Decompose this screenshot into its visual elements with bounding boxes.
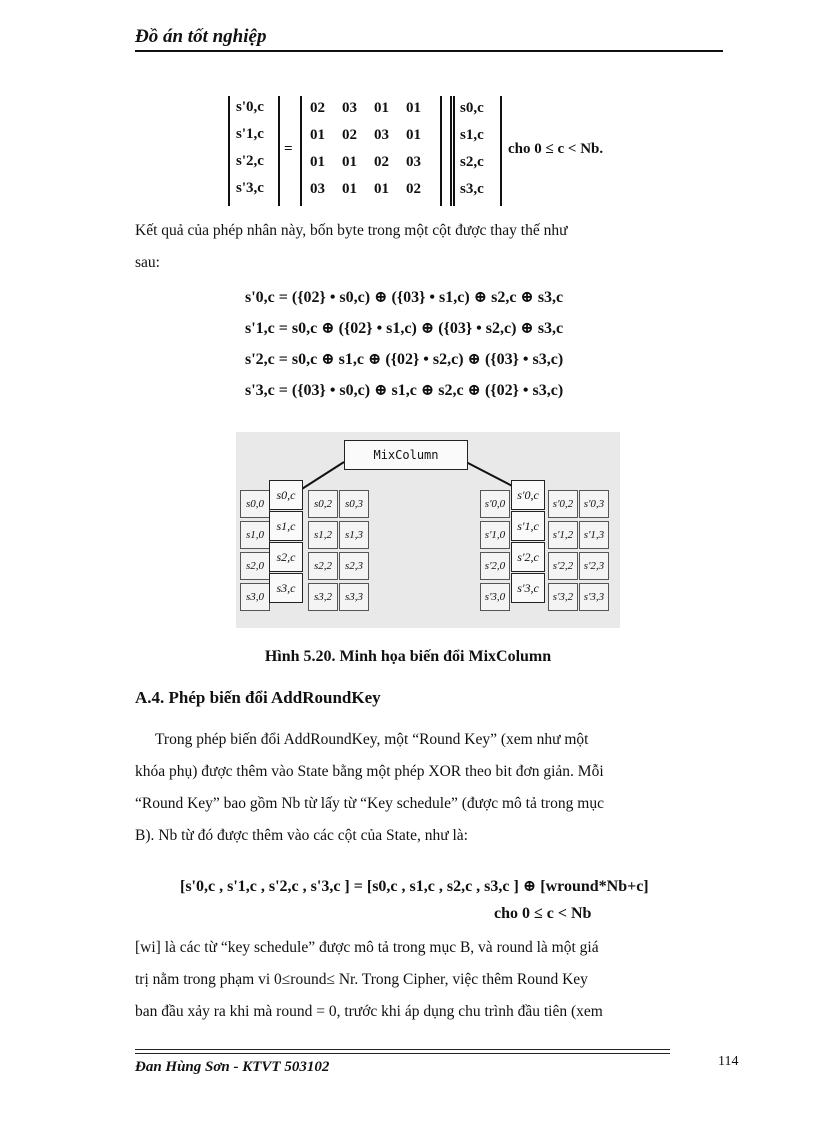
state-cell: s0,2 — [308, 490, 338, 518]
equation-2: s'1,c = s0,c ⊕ ({02} • s1,c) ⊕ ({03} • s2,c) ⊕ s3,c — [245, 320, 564, 337]
column-c-cell: s0,c — [269, 480, 303, 510]
state-cell: s'1,0 — [480, 521, 510, 549]
state-cell: s'2,0 — [480, 552, 510, 580]
state-cell: s3,0 — [240, 583, 270, 611]
column-c-cell: s3,c — [269, 573, 303, 603]
matrix-coefficient: 01 — [310, 127, 325, 143]
matrix-coefficient: 03 — [342, 100, 357, 116]
paragraph-key-schedule — [135, 932, 725, 1028]
state-cell: s2,2 — [308, 552, 338, 580]
lhs-entry: s'3,c — [236, 180, 264, 196]
para3-line3: ban đầu xảy ra khi mà round = 0, trước khi áp dụng chu trình đầu tiên (xem — [135, 1003, 603, 1020]
state-cell: s'0,3 — [579, 490, 609, 518]
state-cell: s'2,2 — [548, 552, 578, 580]
footer-divider — [135, 1049, 670, 1050]
equation-4: s'3,c = ({03} • s0,c) ⊕ s1,c ⊕ s2,c ⊕ ({02} • s3,c) — [245, 382, 564, 399]
matrix-coefficient: 02 — [310, 100, 325, 116]
state-cell: s'3,0 — [480, 583, 510, 611]
para1-line2: sau: — [135, 254, 160, 271]
matrix-coefficient: 02 — [406, 181, 421, 197]
column-c-cell: s'3,c — [511, 573, 545, 603]
state-cell: s'1,3 — [579, 521, 609, 549]
para2-line1: Trong phép biến đổi AddRoundKey, một “Round Key” (xem như một — [155, 731, 589, 748]
footer-author: Đan Hùng Sơn - KTVT 503102 — [135, 1059, 330, 1075]
state-cell: s1,3 — [339, 521, 369, 549]
footer-divider-double — [135, 1053, 670, 1054]
mixcolumn-matrix-equation — [228, 96, 648, 206]
column-c-cell: s1,c — [269, 511, 303, 541]
para1-line1: Kết quả của phép nhân này, bốn byte trong một cột được thay thế như — [135, 222, 568, 239]
equation-3: s'2,c = s0,c ⊕ s1,c ⊕ ({02} • s2,c) ⊕ ({03} • s3,c) — [245, 351, 564, 368]
para3-line1: [wi] là các từ “key schedule” được mô tả trong mục B, và round là một giá — [135, 939, 599, 956]
addroundkey-equation: [s'0,c , s'1,c , s'2,c , s'3,c ] = [s0,c , s1,c , s2,c , s3,c ] ⊕ [wround*Nb+c] — [180, 878, 649, 895]
page-header-title: Đồ án tốt nghiệp — [135, 26, 267, 47]
matrix-coefficient: 01 — [374, 100, 389, 116]
state-cell: s1,0 — [240, 521, 270, 549]
paragraph-result — [135, 215, 725, 279]
equals-sign: = — [284, 141, 293, 157]
rhs-entry: s0,c — [460, 100, 484, 116]
state-cell: s2,0 — [240, 552, 270, 580]
column-c-cell: s'0,c — [511, 480, 545, 510]
state-cell: s0,3 — [339, 490, 369, 518]
state-cell: s3,2 — [308, 583, 338, 611]
rhs-entry: s3,c — [460, 181, 484, 197]
rhs-entry: s2,c — [460, 154, 484, 170]
state-cell: s'0,2 — [548, 490, 578, 518]
lhs-entry: s'0,c — [236, 99, 264, 115]
paragraph-addroundkey — [135, 724, 725, 852]
lhs-entry: s'2,c — [236, 153, 264, 169]
equation-1: s'0,c = ({02} • s0,c) ⊕ ({03} • s1,c) ⊕ s2,c ⊕ s3,c — [245, 289, 564, 306]
matrix-coefficient: 01 — [374, 181, 389, 197]
para3-line2: trị nằm trong phạm vi 0≤round≤ Nr. Trong Cipher, việc thêm Round Key — [135, 971, 588, 988]
matrix-coefficient: 01 — [406, 127, 421, 143]
mixcolumn-figure — [236, 432, 620, 628]
section-title: A.4. Phép biến đổi AddRoundKey — [135, 688, 381, 707]
lhs-entry: s'1,c — [236, 126, 264, 142]
state-cell: s'3,3 — [579, 583, 609, 611]
state-cell: s'0,0 — [480, 490, 510, 518]
rhs-entry: s1,c — [460, 127, 484, 143]
matrix-coefficient: 01 — [342, 181, 357, 197]
state-cell: s1,2 — [308, 521, 338, 549]
figure-caption: Hình 5.20. Minh họa biến đổi MixColumn — [264, 648, 552, 665]
matrix-condition: cho 0 ≤ c < Nb. — [508, 141, 604, 157]
matrix-coefficient: 03 — [310, 181, 325, 197]
column-c-cell: s2,c — [269, 542, 303, 572]
para2-line4: B). Nb từ đó được thêm vào các cột của State, như là: — [135, 827, 468, 844]
matrix-coefficient: 01 — [342, 154, 357, 170]
state-cell: s'2,3 — [579, 552, 609, 580]
matrix-coefficient: 01 — [310, 154, 325, 170]
state-cell: s2,3 — [339, 552, 369, 580]
matrix-coefficient: 03 — [406, 154, 421, 170]
matrix-coefficient: 02 — [342, 127, 357, 143]
matrix-coefficient: 03 — [374, 127, 389, 143]
header-divider — [135, 50, 723, 52]
column-c-cell: s'2,c — [511, 542, 545, 572]
para2-line3: “Round Key” bao gồm Nb từ lấy từ “Key schedule” (được mô tả trong mục — [135, 795, 604, 812]
column-c-cell: s'1,c — [511, 511, 545, 541]
mixcolumn-box: MixColumn — [344, 440, 468, 470]
state-cell: s'3,2 — [548, 583, 578, 611]
page-number: 114 — [718, 1054, 739, 1069]
state-cell: s3,3 — [339, 583, 369, 611]
matrix-coefficient: 02 — [374, 154, 389, 170]
state-cell: s'1,2 — [548, 521, 578, 549]
state-cell: s0,0 — [240, 490, 270, 518]
matrix-coefficient: 01 — [406, 100, 421, 116]
addroundkey-condition: cho 0 ≤ c < Nb — [494, 905, 592, 922]
para2-line2: khóa phụ) được thêm vào State bằng một phép XOR theo bit đơn giản. Mỗi — [135, 763, 604, 780]
